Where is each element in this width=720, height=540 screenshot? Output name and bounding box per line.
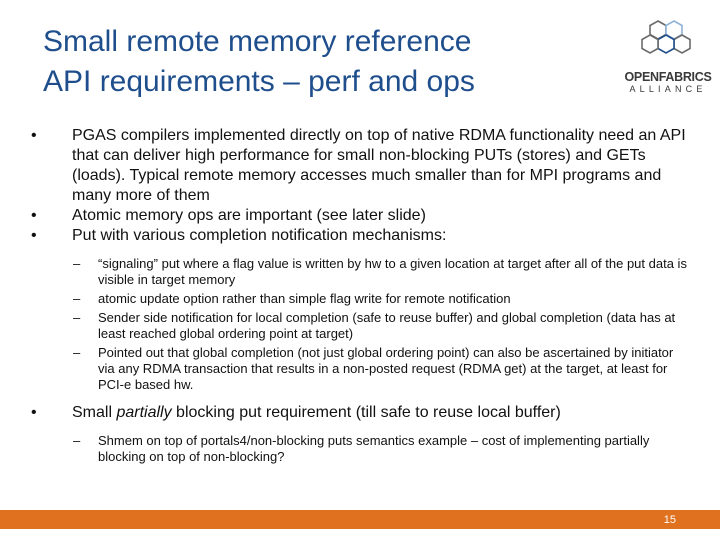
bullet-item <box>28 226 688 246</box>
logo-line-1: OPENFABRICS <box>624 70 712 84</box>
sub-bullet-item <box>28 310 688 342</box>
sub-bullet-item <box>28 345 688 393</box>
sub-bullet-text: Sender side notification for local completion (safe to reuse buffer) and global completion (data has at least reached global ordering point at target) <box>98 310 676 341</box>
bullet-marker: • <box>31 227 37 244</box>
bullet-item <box>28 206 688 226</box>
bullet-marker: • <box>31 127 37 144</box>
sub-bullet-text: Pointed out that global completion (not just global ordering point) can also be ascertained by initiator via any RDMA transaction that results in a non-posted request (RDMA get) at the target, at least for PCI-e based hw. <box>98 345 674 392</box>
bullet-item <box>28 126 688 206</box>
logo-line-2: ALLIANCE <box>629 84 707 94</box>
hexagon-cluster-icon <box>638 18 698 70</box>
slide-body <box>28 126 688 465</box>
sub-bullet-item <box>28 291 688 307</box>
sub-bullet-text: “signaling” put where a flag value is written by hw to a given location at target after all of the put data is visible in target memory <box>98 256 687 287</box>
dash-marker: – <box>73 256 81 271</box>
bullet-text-before: Small <box>72 404 117 421</box>
bullet-marker: • <box>31 207 37 224</box>
slide-title <box>43 22 603 102</box>
dash-marker: – <box>73 345 81 360</box>
sub-bullet-text: Shmem on top of portals4/non-blocking puts semantics example – cost of implementing partially blocking on top of non-blocking? <box>98 433 650 464</box>
sub-bullet-text: atomic update option rather than simple flag write for remote notification <box>98 291 511 306</box>
dash-marker: – <box>73 291 81 306</box>
sub-bullet-item <box>28 433 688 465</box>
bullet-item <box>28 403 688 423</box>
slide-title-line-1: Small remote memory reference <box>43 25 472 58</box>
footer-bar <box>0 510 720 529</box>
bullet-text: Put with various completion notification mechanisms: <box>72 227 447 244</box>
bullet-text: Atomic memory ops are important (see later slide) <box>72 207 426 224</box>
dash-marker: – <box>73 310 81 325</box>
slide-title-line-2: API requirements – perf and ops <box>43 65 475 98</box>
openfabrics-logo <box>620 18 716 102</box>
bullet-text-after: blocking put requirement (till safe to reuse local buffer) <box>171 404 561 421</box>
bullet-marker: • <box>31 404 37 421</box>
logo-text <box>620 70 716 95</box>
page-number: 15 <box>663 514 676 526</box>
bullet-text: PGAS compilers implemented directly on top of native RDMA functionality need an API that can deliver high performance for small non-blocking PUTs (stores) and GETs (loads). Typical remote memory accesses much smaller than for MPI programs and many more of them <box>72 127 686 204</box>
bullet-emphasis: partially <box>116 404 172 421</box>
dash-marker: – <box>73 433 81 448</box>
sub-bullet-item <box>28 256 688 288</box>
